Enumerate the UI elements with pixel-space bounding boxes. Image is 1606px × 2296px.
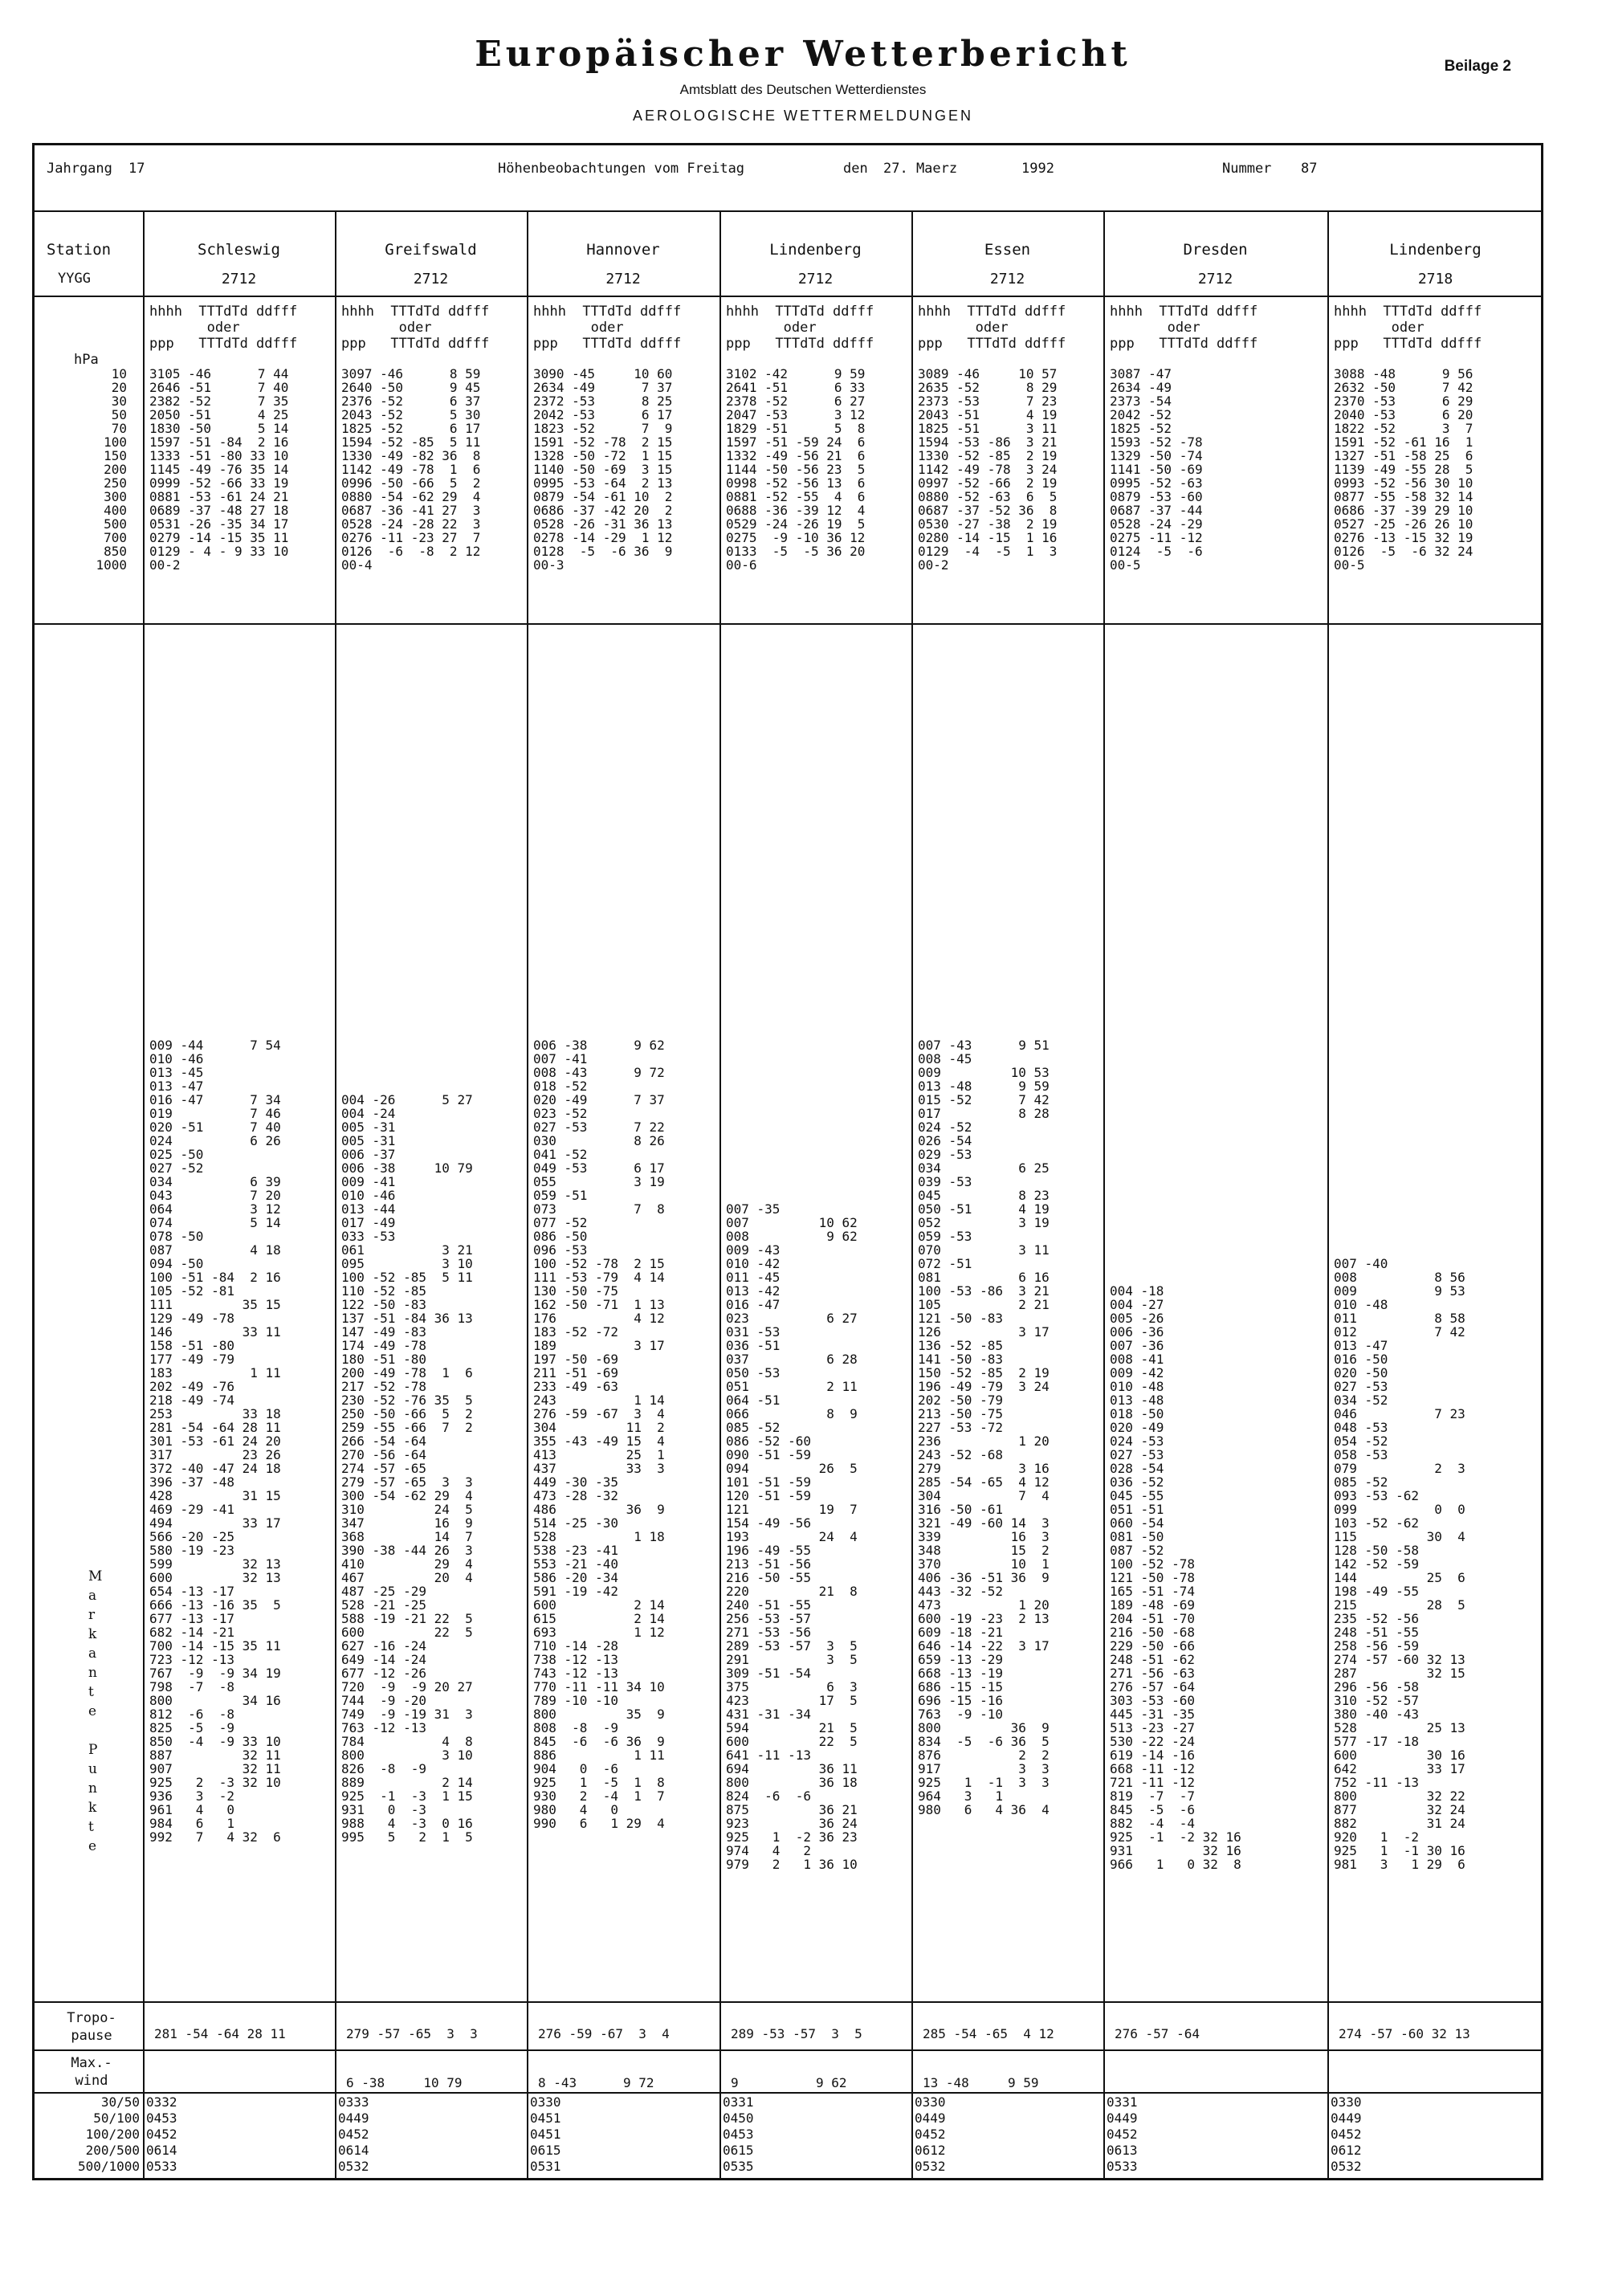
marked-points-letter: P [88,1742,98,1758]
station-name: Essen [984,241,1031,259]
layer-thickness-data: 0331 0450 0453 0615 0535 [723,2094,754,2174]
column-header: hhhh TTTdTd ddfff oder ppp TTTdTd ddfff [726,304,874,352]
station-label: Station [47,241,112,259]
nummer-label: Nummer [1222,161,1272,177]
pressure-level: 500 [104,516,127,532]
station-yygg: 2712 [413,271,449,288]
layer-label: 500/1000 [77,2159,140,2174]
max-wind-data: 8 -43 9 72 [538,2075,654,2090]
station-yygg: 2712 [989,271,1025,288]
nummer-value: 87 [1301,161,1318,177]
tropopause-label: Tropo- pause [67,2010,116,2044]
station-name: Lindenberg [1389,241,1482,259]
col-rule [911,210,913,2180]
marked-points-letter: a [88,1646,97,1662]
marked-points-letter: n [88,1665,97,1681]
layer-thickness-data: 0330 0449 0452 0612 0532 [915,2094,946,2174]
pressure-level: 30 [111,394,127,409]
col-rule [719,210,721,2180]
marked-points-label [88,1568,102,1858]
layer-label: 50/100 [93,2110,140,2126]
page-subtitle: Amtsblatt des Deutschen Wetterdienstes [679,82,927,97]
pressure-level: 20 [111,380,127,395]
column-header: hhhh TTTdTd ddfff oder ppp TTTdTd ddfff [1334,304,1482,352]
significant-points-data: 004 -26 5 27 004 -24 005 -31 005 -31 006 -37 006 -38 10 79 009 -41 010 -46 013 -44 017 -49 033 -53 061 3 21 095 3 10 100 -52 -85 5 11 110 -52 -85 122 -50 -83 137 -51 -84 36 13 147 -49 -83 174 -49 -78 180 -51 -80 200 -49 -78 1 6 217 -52 -78 230 -52 -76 35 5 250 -50 -66 5 2 259 -55 -66 7 2 266 -54 -64 270 -56 -64 274 -57 -65 279 -57 -65 3 3 300 -54 -62 29 4 310 24 5 347 16 9 368 14 7 390 -38 -44 26 3 410 29 4 467 20 4 487 -25 -29 528 -21 -25 588 -19 -21 22 5 600 22 5 627 -16 -24 649 -14 -24 677 -12 -26 720 -9 -9 20 27 744 -9 -20 749 -9 -19 31 3 763 -12 -13 784 4 8 800 3 10 826 -8 -9 889 2 14 925 -1 -3 1 15 931 0 -3 988 4 -3 0 16 995 5 2 1 5 [341,1092,473,1845]
pressure-level: 300 [104,489,127,504]
tropopause-data: 281 -54 -64 28 11 [154,2026,286,2041]
col-rule [1327,210,1329,2180]
layer-thickness-data: 0331 0449 0452 0613 0533 [1107,2094,1138,2174]
hpa-label: hPa [74,352,99,368]
marked-points-letter: t [88,1819,94,1835]
marked-points-letter: e [88,1838,97,1854]
max-wind-data: 6 -38 10 79 [346,2075,463,2090]
marked-points-letter: e [88,1703,97,1719]
pressure-level: 1000 [96,557,127,573]
supplement-label: Beilage 2 [1444,58,1511,75]
station-yygg: 2718 [1417,271,1453,288]
pressure-level: 700 [104,530,127,545]
main-levels-data: 3088 -48 9 56 2632 -50 7 42 2370 -53 6 29 2040 -53 6 20 1822 -52 3 7 1591 -52 -61 16 1 1327 -51 -58 25 6 1139 -49 -55 28 5 0993 -52 -56 30 10 0877 -55 -58 32 14 0686 -37 -39 29 10 0527 -25 -26 26 10 0276 -13 -15 32 19 0126 -5 -6 32 24 00-5 [1334,366,1474,573]
tropopause-data: 276 -59 -67 3 4 [538,2026,670,2041]
rule-station [32,296,1543,297]
observation-year: 1992 [1021,161,1054,177]
layer-label: 30/50 [100,2094,140,2110]
significant-points-data: 007 -40 008 8 56 009 9 53 010 -48 011 8 58 012 7 42 013 -47 016 -50 020 -50 027 -53 034 -52 046 7 23 048 -53 054 -52 058 -53 079 2 3 085 -52 093 -53 -62 099 0 0 103 -52 -62 115 30 4 128 -50 -58 142 -52 -59 144 25 6 198 -49 -55 215 28 5 235 -52 -56 248 -51 -55 258 -56 -59 274 -57 -60 32 13 287 32 15 296 -56 -58 310 -52 -57 380 -40 -43 528 25 13 577 -17 -18 600 30 16 642 33 17 752 -11 -13 800 32 22 877 32 24 882 31 24 920 1 -2 925 1 -1 30 16 981 3 1 29 6 [1334,1256,1465,1872]
column-header: hhhh TTTdTd ddfff oder ppp TTTdTd ddfff [533,304,682,352]
station-name: Greifswald [385,241,477,259]
main-levels-data: 3097 -46 8 59 2640 -50 9 45 2376 -52 6 37 2043 -52 5 30 1825 -52 6 17 1594 -52 -85 5 11 1330 -49 -82 36 8 1142 -49 -78 1 6 0996 -50 -66 5 2 0880 -54 -62 29 4 0687 -36 -41 27 3 0528 -24 -28 22 3 0276 -11 -23 27 7 0126 -6 -8 2 12 00-4 [341,366,481,573]
column-header: hhhh TTTdTd ddfff oder ppp TTTdTd ddfff [149,304,298,352]
tropopause-data: 276 -57 -64 [1115,2026,1200,2041]
layer-thickness-data: 0332 0453 0452 0614 0533 [146,2094,177,2174]
layer-thickness-data: 0330 0449 0452 0612 0532 [1331,2094,1362,2174]
station-name: Hannover [586,241,660,259]
observation-label: Höhenbeobachtungen vom Freitag [498,161,745,177]
rule-sig [32,2001,1543,2003]
station-yygg: 2712 [221,271,257,288]
main-levels-data: 3089 -46 10 57 2635 -52 8 29 2373 -53 7 23 2043 -51 4 19 1825 -51 3 11 1594 -53 -86 3 21 1330 -52 -85 2 19 1142 -49 -78 3 24 0997 -52 -66 2 19 0880 -52 -63 6 5 0687 -37 -52 36 8 0530 -27 -38 2 19 0280 -14 -15 1 16 0129 -4 -5 1 3 00-2 [918,366,1058,573]
significant-points-data: 007 -35 007 10 62 008 9 62 009 -43 010 -42 011 -45 013 -42 016 -47 023 6 27 031 -53 036 -51 037 6 28 050 -53 051 2 11 064 -51 066 8 9 085 -52 086 -52 -60 090 -51 -59 094 26 5 101 -51 -59 120 -51 -59 121 19 7 154 -49 -56 193 24 4 196 -49 -55 213 -51 -56 216 -50 -55 220 21 8 240 -51 -55 256 -53 -57 271 -53 -56 289 -53 -57 3 5 291 3 5 309 -51 -54 375 6 3 423 17 5 431 -31 -34 594 21 5 600 22 5 641 -11 -13 694 36 11 800 36 18 824 -6 -6 875 36 21 923 36 24 925 1 -2 36 23 974 4 2 979 2 1 36 10 [726,1201,858,1872]
max-wind-data: 9 9 62 [731,2075,847,2090]
pressure-level: 50 [111,407,127,422]
marked-points-letter: k [88,1626,97,1642]
pressure-level: 250 [104,475,127,491]
col-rule [527,210,528,2180]
pressure-level: 70 [111,421,127,436]
marked-points-letter: t [88,1684,94,1700]
marked-points-letter: M [88,1568,103,1584]
significant-points-data: 004 -18 004 -27 005 -26 006 -36 007 -36 008 -41 009 -42 010 -48 013 -48 018 -50 020 -49 024 -53 027 -53 028 -54 036 -52 045 -55 051 -51 060 -54 081 -50 087 -52 100 -52 -78 121 -50 -78 165 -51 -74 189 -48 -69 204 -51 -70 216 -50 -68 229 -50 -66 248 -51 -62 271 -56 -63 276 -57 -64 303 -53 -60 445 -31 -35 513 -23 -27 530 -22 -24 619 -14 -16 668 -11 -12 721 -11 -12 819 -7 -7 845 -5 -6 882 -4 -4 925 -1 -2 32 16 931 32 16 966 1 0 32 8 [1110,1283,1241,1872]
main-levels-data: 3102 -42 9 59 2641 -51 6 33 2378 -52 6 27 2047 -53 3 12 1829 -51 5 8 1597 -51 -59 24 6 1332 -49 -56 21 6 1144 -50 -56 23 5 0998 -52 -56 13 6 0881 -52 -55 4 6 0688 -36 -39 12 4 0529 -24 -26 19 5 0275 -9 -10 36 12 0133 -5 -5 36 20 00-6 [726,366,866,573]
tropopause-data: 279 -57 -65 3 3 [346,2026,478,2041]
main-levels-data: 3105 -46 7 44 2646 -51 7 40 2382 -52 7 35 2050 -51 4 25 1830 -50 5 14 1597 -51 -84 2 16 1333 -51 -80 33 10 1145 -49 -76 35 14 0999 -52 -66 33 19 0881 -53 -61 24 21 0689 -37 -48 27 18 0531 -26 -35 34 17 0279 -14 -15 35 11 0129 - 4 - 9 33 10 00-2 [149,366,289,573]
marked-points-letter: u [88,1761,97,1777]
pressure-level: 850 [104,544,127,559]
col-rule [143,210,145,2180]
jahrgang-value: 17 [128,161,145,177]
pressure-level: 10 [111,366,127,381]
tropopause-data: 285 -54 -65 4 12 [923,2026,1054,2041]
page-title: Europäischer Wetterbericht [475,34,1131,75]
marked-points-letter [88,1723,102,1742]
layer-thickness-data: 0333 0449 0452 0614 0532 [338,2094,369,2174]
col-rule [1103,210,1105,2180]
tropopause-data: 274 -57 -60 32 13 [1339,2026,1470,2041]
rule-trop [32,2049,1543,2051]
station-yygg: 2712 [1197,271,1233,288]
col-rule [335,210,336,2180]
station-name: Schleswig [198,241,280,259]
rule-wind [32,2092,1543,2094]
main-levels-data: 3087 -47 2634 -49 2373 -54 2042 -52 1825 -52 1593 -52 -78 1329 -50 -74 1141 -50 -69 0995 -52 -63 0879 -53 -60 0687 -37 -44 0528 -24 -29 0275 -11 -12 0124 -5 -6 00-5 [1110,366,1203,573]
layer-label: 200/500 [85,2143,140,2158]
layer-thickness-data: 0330 0451 0451 0615 0531 [530,2094,561,2174]
significant-points-data: 009 -44 7 54 010 -46 013 -45 013 -47 016 -47 7 34 019 7 46 020 -51 7 40 024 6 26 025 -50 027 -52 034 6 39 043 7 20 064 3 12 074 5 14 078 -50 087 4 18 094 -50 100 -51 -84 2 16 105 -52 -81 111 35 15 129 -49 -78 146 33 11 158 -51 -80 177 -49 -79 183 1 11 202 -49 -76 218 -49 -74 253 33 18 281 -54 -64 28 11 301 -53 -61 24 20 317 23 26 372 -40 -47 24 18 396 -37 -48 428 31 15 469 -29 -41 494 33 17 566 -20 -25 580 -19 -23 599 32 13 600 32 13 654 -13 -17 666 -13 -16 35 5 677 -13 -17 682 -14 -21 700 -14 -15 35 11 723 -12 -13 767 -9 -9 34 19 798 -7 -8 800 34 16 812 -6 -8 825 -5 -9 850 -4 -9 33 10 887 32 11 907 32 11 925 2 -3 32 10 936 3 -2 961 4 0 984 6 1 992 7 4 32 6 [149,1038,281,1845]
jahrgang-label: Jahrgang [47,161,112,177]
yygg-label: YYGG [58,271,91,287]
marked-points-letter: k [88,1800,97,1816]
marked-points-letter: a [88,1588,97,1604]
main-levels-data: 3090 -45 10 60 2634 -49 7 37 2372 -53 8 25 2042 -53 6 17 1823 -52 7 9 1591 -52 -78 2 15 1328 -50 -72 1 15 1140 -50 -69 3 15 0995 -53 -64 2 13 0879 -54 -61 10 2 0686 -37 -42 20 2 0528 -26 -31 36 13 0278 -14 -29 1 12 0128 -5 -6 36 9 00-3 [533,366,673,573]
pressure-level: 400 [104,503,127,518]
station-name: Dresden [1183,241,1248,259]
tropopause-data: 289 -53 -57 3 5 [731,2026,862,2041]
max-wind-data: 13 -48 9 59 [923,2075,1039,2090]
section-title: AEROLOGISCHE WETTERMELDUNGEN [632,108,974,124]
column-header: hhhh TTTdTd ddfff oder ppp TTTdTd ddfff [1110,304,1258,352]
station-yygg: 2712 [797,271,834,288]
pressure-level: 150 [104,448,127,463]
pressure-level: 100 [104,434,127,450]
marked-points-letter: n [88,1780,97,1796]
column-header: hhhh TTTdTd ddfff oder ppp TTTdTd ddfff [918,304,1066,352]
station-name: Lindenberg [769,241,862,259]
maxwind-label: Max.- wind [71,2055,112,2089]
significant-points-data: 006 -38 9 62 007 -41 008 -43 9 72 018 -52 020 -49 7 37 023 -52 027 -53 7 22 030 8 26 041 -52 049 -53 6 17 055 3 19 059 -51 073 7 8 077 -52 086 -50 096 -53 100 -52 -78 2 15 111 -53 -79 4 14 130 -50 -75 162 -50 -71 1 13 176 4 12 183 -52 -72 189 3 17 197 -50 -69 211 -51 -69 233 -49 -63 243 1 14 276 -59 -67 3 4 304 11 2 355 -43 -49 15 4 413 25 1 437 33 3 449 -30 -35 473 -28 -32 486 36 9 514 -25 -30 528 1 18 538 -23 -41 553 -21 -40 586 -20 -34 591 -19 -42 600 2 14 615 2 14 693 1 12 710 -14 -28 738 -12 -13 743 -12 -13 770 -11 -11 34 10 789 -10 -10 800 35 9 808 -8 -9 845 -6 -6 36 9 886 1 11 904 0 -6 925 1 -5 1 8 930 2 -4 1 7 980 4 0 990 6 1 29 4 [533,1038,665,1831]
observation-date: 27. Maerz [883,161,958,177]
significant-points-data: 007 -43 9 51 008 -45 009 10 53 013 -48 9 59 015 -52 7 42 017 8 28 024 -52 026 -54 029 -53 034 6 25 039 -53 045 8 23 050 -51 4 19 052 3 19 059 -53 070 3 11 072 -51 081 6 16 100 -53 -86 3 21 105 2 21 121 -50 -83 126 3 17 136 -52 -85 141 -50 -83 150 -52 -85 2 19 196 -49 -79 3 24 202 -50 -79 213 -50 -75 227 -53 -72 236 1 20 243 -52 -68 279 3 16 285 -54 -65 4 12 304 7 4 316 -50 -61 321 -49 -60 14 3 339 16 3 348 15 2 370 10 1 406 -36 -51 36 9 443 -32 -52 473 1 20 600 -19 -23 2 13 609 -18 -21 646 -14 -22 3 17 659 -13 -29 668 -13 -19 686 -15 -15 696 -15 -16 763 -9 -10 800 36 9 834 -5 -6 36 5 876 2 2 917 3 3 925 1 -1 3 3 964 3 1 980 6 4 36 4 [918,1038,1050,1817]
rule-info [32,210,1543,212]
marked-points-letter: r [88,1607,96,1623]
station-yygg: 2712 [605,271,641,288]
rule-main [32,623,1543,625]
layer-label: 100/200 [85,2127,140,2142]
den-label: den [843,161,868,177]
pressure-level: 200 [104,462,127,477]
column-header: hhhh TTTdTd ddfff oder ppp TTTdTd ddfff [341,304,490,352]
